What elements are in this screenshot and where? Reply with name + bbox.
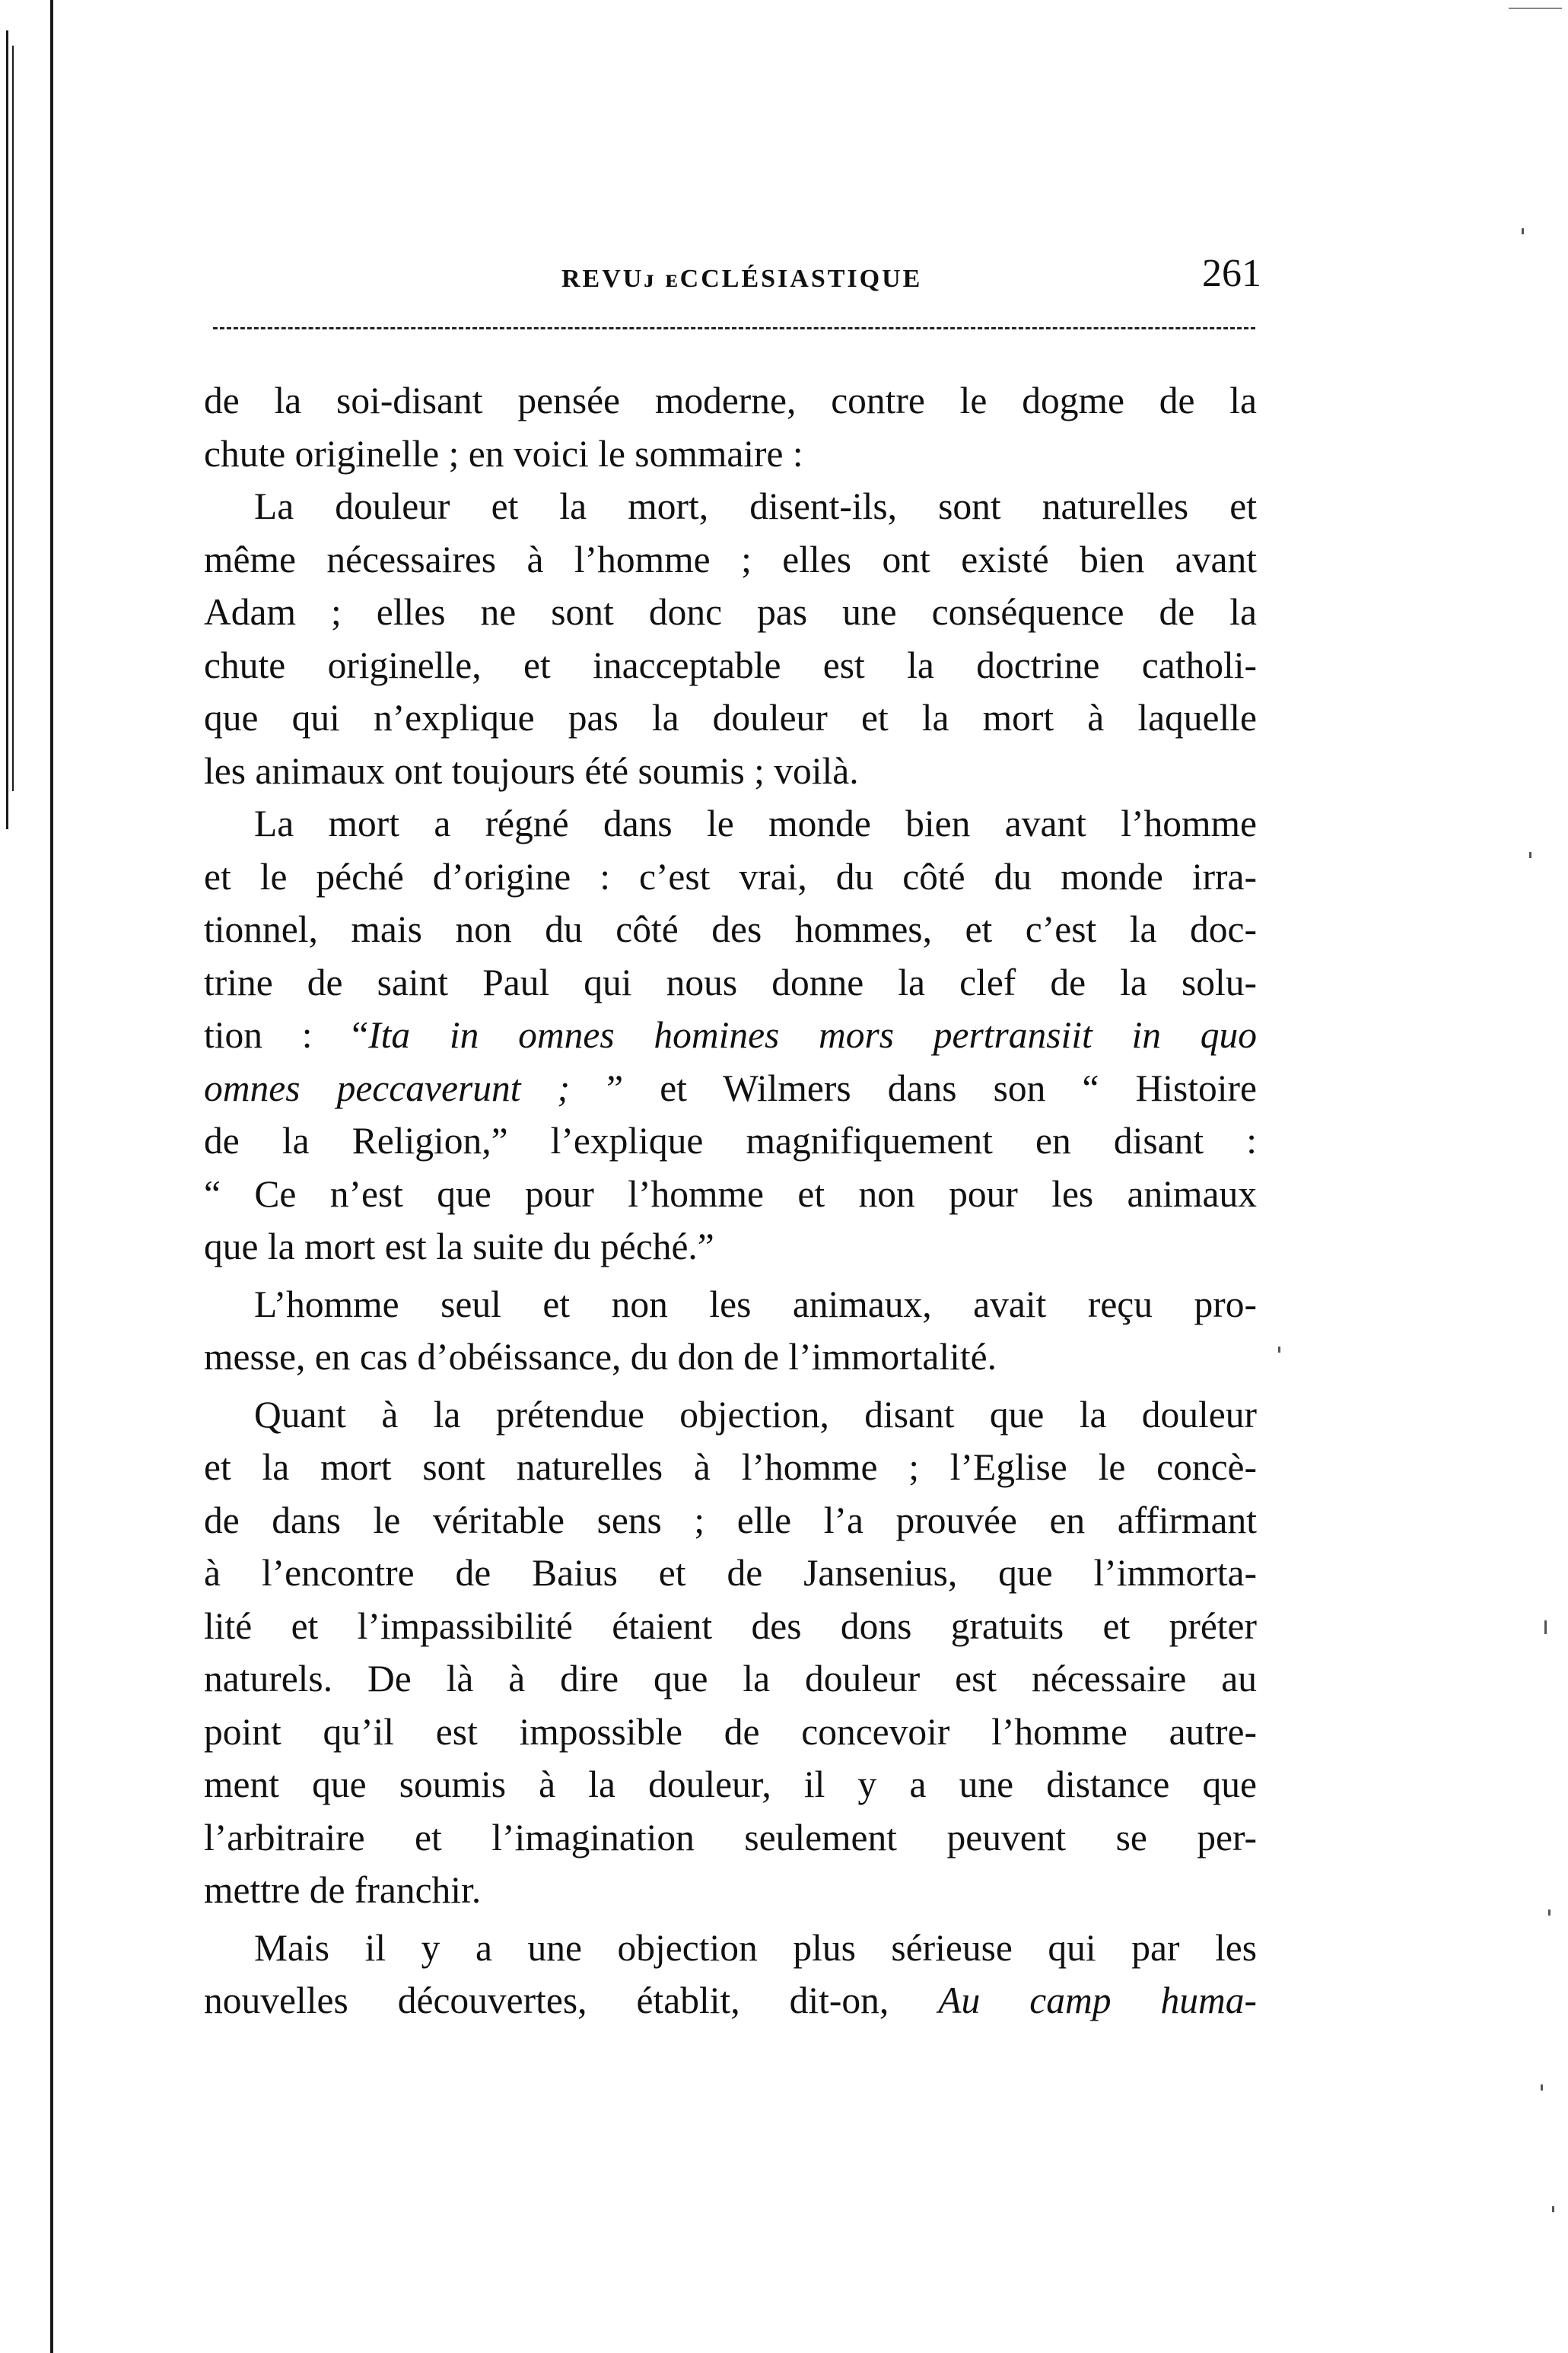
text-run: nouvelles découvertes, établit, dit-on, [204, 1979, 889, 2021]
scan-edge-line [12, 46, 14, 791]
text-line: trine de saint Paul qui nous donne la clef de la solu- [204, 961, 1257, 1003]
scan-speck [1541, 2084, 1543, 2091]
text-line: L’homme seul et non les animaux, avait reçu pro- [254, 1283, 1257, 1325]
text-line: mettre de franchir. [204, 1869, 482, 1911]
text-line: même nécessaires à l’homme ; elles ont existé bien avant [204, 538, 1257, 580]
scan-speck [1544, 1620, 1547, 1634]
text-line: La mort a régné dans le monde bien avant l’homme [254, 803, 1257, 844]
text-line: tionnel, mais non du côté des hommes, et c’est la doc- [204, 908, 1257, 950]
text-line: point qu’il est impossible de concevoir l’homme autre- [204, 1710, 1257, 1753]
text-line: ment que soumis à la douleur, il y a une distance que [204, 1763, 1257, 1805]
text-line: que qui n’explique pas la douleur et la mort à laquelle [204, 697, 1257, 739]
text-line: l’arbitraire et l’imagination seulement peuvent se per- [204, 1816, 1257, 1859]
text-line [204, 1062, 1257, 1115]
text-line: et la mort sont naturelles à l’homme ; l’Eglise le concè- [204, 1446, 1257, 1488]
paragraph [204, 797, 1257, 1273]
paragraph [204, 1922, 1257, 2027]
paragraph [204, 1278, 1257, 1384]
text-line: chute originelle ; en voici le sommaire : [204, 432, 803, 475]
paragraph [204, 374, 1257, 480]
text-run: ” et Wilmers dans son “ Histoire [606, 1067, 1257, 1109]
text-line: et le péché d’origine : c’est vrai, du côté du monde irra- [204, 855, 1257, 898]
text-line [204, 1974, 1257, 2027]
text-line: à l’encontre de Baius et de Jansenius, que l’immorta- [204, 1552, 1257, 1594]
body-text [204, 374, 1257, 2027]
text-line: Mais il y a une objection plus sérieuse qui par les [254, 1926, 1257, 1969]
text-line: La douleur et la mort, disent-ils, sont naturelles et [254, 485, 1257, 527]
header-rule [213, 327, 1255, 329]
scan-edge-line [6, 30, 8, 829]
text-run: tion : “ [204, 1014, 369, 1056]
latin-quote: Ita in omnes homines mors pertransiit in quo [368, 1014, 1257, 1056]
scan-edge-line [1509, 8, 1562, 9]
running-title: REVUᴊ ᴇCCLÉSIASTIQUE [561, 265, 923, 293]
text-line: lité et l’impassibilité étaient des dons gratuits et préter [204, 1604, 1257, 1647]
italic-phrase: Au camp huma- [938, 1979, 1257, 2021]
text-line [204, 1009, 1257, 1062]
scan-speck [1552, 2206, 1554, 2212]
text-line: naturels. De là à dire que la douleur est nécessaire au [204, 1658, 1257, 1700]
text-line: les animaux ont toujours été soumis ; voilà. [204, 749, 859, 792]
running-header [204, 251, 1261, 297]
text-line: de la Religion,” l’explique magnifiquement en disant : [204, 1120, 1257, 1162]
scan-speck [1522, 228, 1524, 234]
text-line: Adam ; elles ne sont donc pas une conséquence de la [204, 591, 1257, 633]
scan-edge-line [50, 0, 53, 2353]
text-line: de dans le véritable sens ; elle l’a prouvée en affirmant [204, 1499, 1257, 1541]
scan-speck [1278, 1347, 1280, 1353]
scan-speck [1529, 852, 1531, 858]
scan-speck [1548, 1909, 1551, 1916]
latin-quote: omnes peccaverunt ; [204, 1067, 571, 1109]
text-line: de la soi-disant pensée moderne, contre le dogme de la [204, 380, 1257, 421]
text-line: chute originelle, et inacceptable est la doctrine catholi- [204, 644, 1257, 686]
text-line: que la mort est la suite du péché.” [204, 1226, 714, 1267]
paragraph [204, 1388, 1257, 1917]
paragraph [204, 480, 1257, 797]
text-line: “ Ce n’est que pour l’homme et non pour les animaux [204, 1172, 1257, 1215]
text-line: Quant à la prétendue objection, disant que la douleur [254, 1393, 1257, 1436]
text-line: messe, en cas d’obéissance, du don de l’immortalité. [204, 1336, 997, 1378]
page-number: 261 [1202, 252, 1261, 295]
